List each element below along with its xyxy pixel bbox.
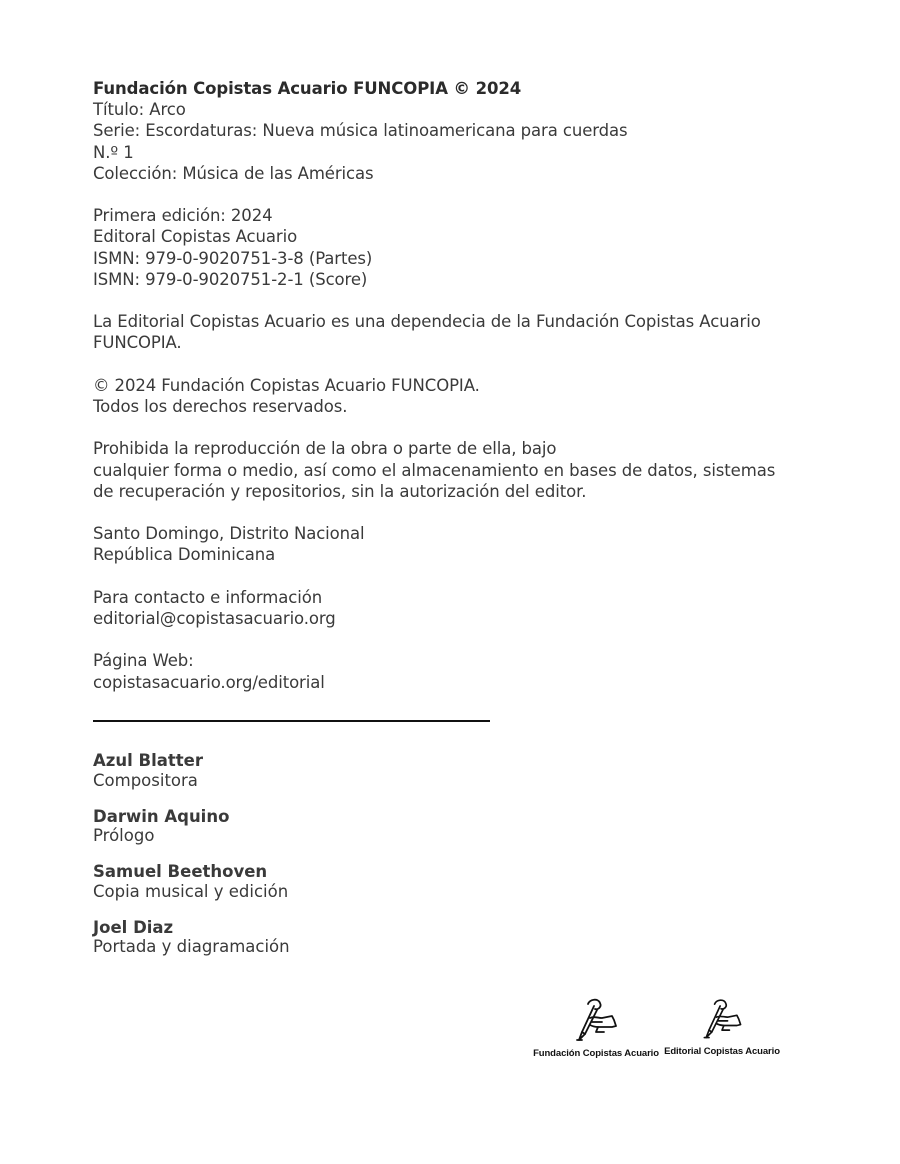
ismn-parts-line: ISMN: 979-0-9020751-3-8 (Partes) [93, 248, 373, 268]
publisher-line: Fundación Copistas Acuario FUNCOPIA © 2024 [93, 79, 522, 98]
dependency-line-2: FUNCOPIA. [93, 333, 182, 353]
credit-role: Compositora [93, 770, 198, 790]
quill-hand-icon [568, 996, 624, 1044]
divider-rule [93, 720, 490, 722]
credit-item [93, 918, 493, 957]
credits-list [93, 751, 493, 973]
credit-name: Joel Diaz [93, 917, 174, 937]
credit-role: Prólogo [93, 826, 155, 845]
fundacion-logo [532, 996, 660, 1059]
edition-block [93, 205, 793, 290]
location-line-1: Santo Domingo, Distrito Nacional [93, 524, 365, 544]
series-line: Serie: Escordaturas: Nueva música latinoamericana para cuerdas [93, 121, 628, 141]
logo-caption: Fundación Copistas Acuario [533, 1048, 659, 1059]
credit-role: Copia musical y edición [93, 881, 289, 901]
logo-caption: Editorial Copistas Acuario [664, 1046, 780, 1057]
dependency-line-1: La Editorial Copistas Acuario es una dependecia de la Fundación Copistas Acuario [93, 312, 761, 332]
credit-item [93, 807, 493, 846]
copyright-line-2: Todos los derechos reservados. [93, 397, 348, 416]
web-url[interactable]: copistasacuario.org/editorial [93, 672, 325, 692]
title-line: Título: Arco [93, 100, 186, 120]
credit-name: Samuel Beethoven [93, 862, 268, 881]
web-label: Página Web: [93, 651, 194, 671]
prohibition-block [93, 438, 793, 502]
location-block [93, 523, 793, 565]
quill-hand-icon [696, 996, 748, 1042]
credit-name: Azul Blatter [93, 751, 203, 770]
collection-line: Colección: Música de las Américas [93, 163, 374, 183]
editorial-line: Editoral Copistas Acuario [93, 227, 298, 247]
colophon [93, 78, 793, 714]
location-line-2: República Dominicana [93, 545, 276, 565]
first-edition-line: Primera edición: 2024 [93, 206, 273, 226]
credit-role: Portada y diagramación [93, 937, 290, 956]
copyright-block [93, 375, 793, 417]
prohibition-line-2: cualquier forma o medio, así como el almacenamiento en bases de datos, sistemas [93, 460, 776, 480]
contact-block [93, 587, 793, 629]
prohibition-line-1: Prohibida la reproducción de la obra o parte de ella, bajo [93, 439, 557, 459]
number-line: N.º 1 [93, 142, 134, 162]
contact-label: Para contacto e información [93, 587, 323, 607]
copyright-line-1: © 2024 Fundación Copistas Acuario FUNCOPIA. [93, 375, 480, 395]
web-block [93, 650, 793, 692]
header-block [93, 78, 793, 184]
credit-item [93, 751, 493, 790]
credit-name: Darwin Aquino [93, 806, 230, 826]
editorial-logo [663, 996, 781, 1057]
ismn-score-line: ISMN: 979-0-9020751-2-1 (Score) [93, 269, 368, 289]
credit-item [93, 862, 493, 901]
prohibition-line-3: de recuperación y repositorios, sin la autorización del editor. [93, 481, 587, 501]
contact-email[interactable]: editorial@copistasacuario.org [93, 608, 336, 628]
dependency-block [93, 311, 793, 353]
